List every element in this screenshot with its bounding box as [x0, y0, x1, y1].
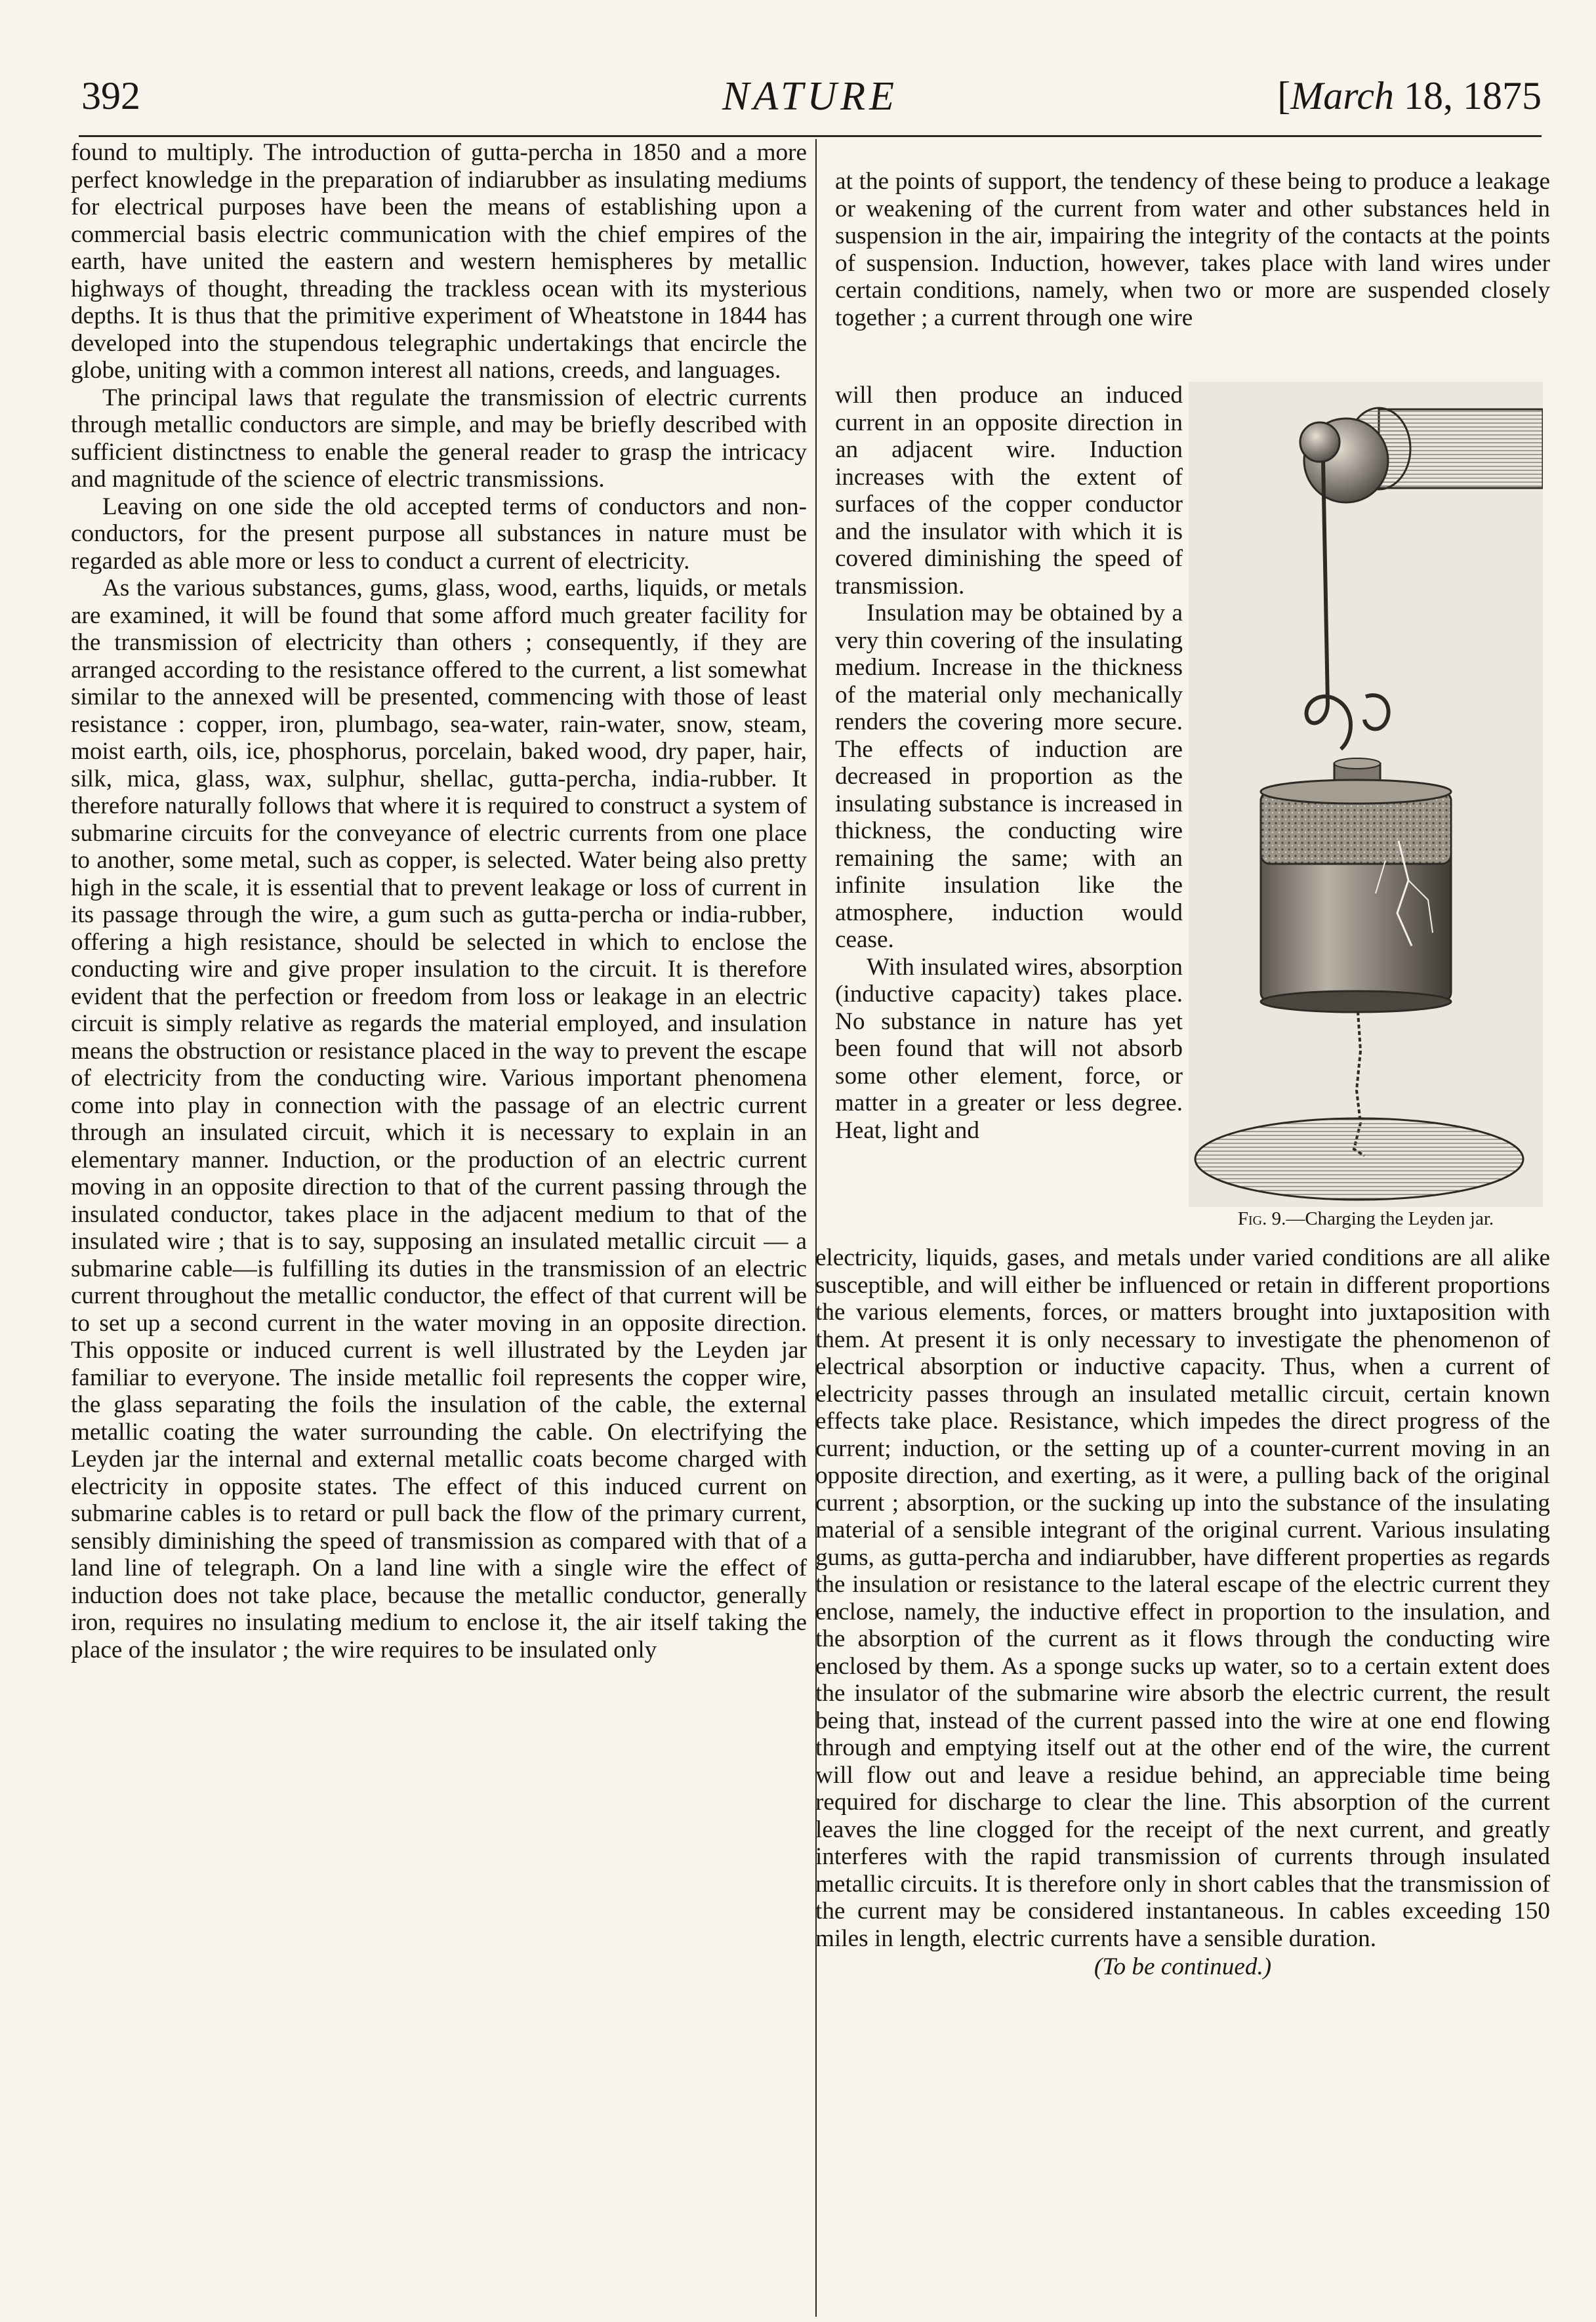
paragraph: at the points of support, the tendency of these being to produce a leakage or weakening of the current from water and other substances held in suspension in the air, impairing the integrity of the contacts at the points of suspension. Induction, however, takes place with land wires under certain conditions, namely, when two or more are suspended closely together ; a current through one wire — [835, 168, 1550, 331]
date-month: March — [1290, 74, 1394, 117]
paragraph: found to multiply. The introduction of gutta-percha in 1850 and a more perfect knowledge in the preparation of indiarubber as insulating mediums for electrical purposes have been the means of establishing upon a commercial basis electric communication with the chief empires of the earth, have united the eastern and western hemispheres by metallic highways of thought, threading the trackless ocean with its mysterious depths. It is thus that the primitive experiment of Wheatstone in 1844 has developed into the stupendous telegraphic undertakings that encircle the globe, uniting with a common interest all nations, creeds, and languages. — [71, 139, 807, 384]
prime-conductor — [1300, 408, 1543, 502]
figure-caption-text: —Charging the Leyden jar. — [1286, 1208, 1494, 1229]
header-rule — [79, 135, 1542, 137]
paragraph: electricity, liquids, gases, and metals under varied conditions are all alike susceptible, and will either be influenced or retain in different proportions the various elements, forces, or matters brought into juxtaposition with them. At present it is only necessary to investigate the phenomenon of electrical absorption or inductive capacity. Thus, when a current of electricity passes through an insulated metallic circuit, certain known effects take place. Resistance, which impedes the direct progress of the current; induction, or the setting up of a counter-current moving in an opposite direction, and exerting, as it were, a pulling back of the original current ; absorption, or the sucking up into the substance of the insulating material of a sensible integrant of the original current. Various insulating gums, as gutta-percha and indiarubber, have different properties as regards the insulation or resistance to the lateral escape of the electric current they enclose, namely, the inductive effect in proportion to the insulation, and the absorption of the current as it flows through the conducting wire enclosed by them. As a sponge sucks up water, so to a certain extent does the insulator of the submarine wire absorb the electric current, the result being that, instead of the current passed into the wire at one end flowing through and emptying itself out at the other end of the wire, the current will flow out and leave a residue behind, an appreciable time being required for discharge to clear the line. This absorption of the current leaves the line clogged for the receipt of the next current, and greatly interferes with the rapid transmission of currents through insulated metallic circuits. It is therefore only in short cables that the transmission of the current may be considered instantaneous. In cables exceeding 150 miles in length, electric currents have a sensible duration. — [815, 1244, 1550, 1952]
right-column-top — [835, 168, 1550, 331]
continued-notice: (To be continued.) — [1094, 1953, 1272, 1980]
right-column-wrap — [835, 382, 1183, 1144]
figure-caption — [1189, 1208, 1543, 1230]
paragraph: With insulated wires, absorption (inductive capacity) takes place. No substance in nature has yet been found that will not absorb some other element, force, or matter in a greater or less degree. Heat, light and — [835, 953, 1183, 1144]
journal-title: NATURE — [722, 74, 898, 119]
date-bracket: [ — [1277, 74, 1291, 117]
paragraph: will then produce an induced current in an opposite direction in an adjacent wire. Induction increases with the extent of surfaces of the copper conductor and the insulator with which it is covered diminishing the speed of transmission. — [835, 382, 1183, 600]
base-plate — [1195, 1118, 1523, 1200]
column-divider — [815, 139, 817, 2317]
leyden-jar-figure — [1189, 382, 1543, 1207]
page-number: 392 — [81, 74, 140, 117]
figure-label: Fig. 9. — [1237, 1208, 1286, 1229]
leyden-jar-illustration — [1189, 382, 1543, 1207]
paragraph: Leaving on one side the old accepted terms of conductors and non-conductors, for the present purpose all substances in nature must be regarded as able more or less to conduct a current of electricity. — [71, 493, 807, 575]
page-header — [79, 73, 1542, 126]
paragraph: As the various substances, gums, glass, wood, earths, liquids, or metals are examined, it will be found that some afford much greater facility for the transmission of electricity than others ; consequently, if they are arranged according to the resistance offered to the current, a list somewhat similar to the annexed will be presented, commencing with those of least resistance : copper, iron, plumbago, sea-water, rain-water, snow, steam, moist earth, oils, ice, phosphorus, porcelain, baked wood, dry paper, hair, silk, mica, glass, wax, sulphur, shellac, gutta-percha, india-rubber. It therefore naturally follows that where it is required to construct a system of submarine circuits for the conveyance of electric currents from one place to another, some metal, such as copper, is selected. Water being also pretty high in the scale, it is essential that to prevent leakage or loss of current in its passage through the wire, a gum such as gutta-percha or india-rubber, offering a high resistance, should be selected in which to enclose the conducting wire and give proper insulation to the circuit. It is therefore evident that the perfection or freedom from loss or leakage in an electric circuit is simply relative as regards the material employed, and insulation means the obstruction or resistance placed in the way to prevent the escape of electricity from the conducting wire. Various important phenomena come into play in connection with the passage of an electric current through an insulated circuit, which it is necessary to explain in an elementary manner. Induction, or the production of an electric current moving in an opposite direction to that of the current passing through the insulated conductor, takes place in the adjacent medium to that of the insulated wire ; that is to say, supposing an insulated metallic circuit — a submarine cable—is fulfilling its duties in the transmission of an electric current throughout the metallic conductor, the effect of that current will be to set up a second current in the water moving in an opposite direction. This opposite or induced current is well illustrated by the Leyden jar familiar to everyone. The inside metallic foil represents the copper wire, the glass separating the foils the insulation of the cable, the external metallic coating the water surrounding the cable. On electrifying the Leyden jar the internal and external metallic coats become charged with electricity in opposite states. The effect of this induced current on submarine cables is to retard or pull back the flow of the primary current, sensibly diminishing the speed of transmission as compared with that of a land line of telegraph. On a land line with a single wire the effect of induction does not take place, because the metallic conductor, generally iron, requires no insulating medium to enclose it, the air itself taking the place of the insulator ; the wire requires to be insulated only — [71, 575, 807, 1663]
right-column-bottom — [815, 1244, 1550, 1981]
paragraph: Insulation may be obtained by a very thin covering of the insulating medium. Increase in the thickness of the material only mechanically renders the covering more secure. The effects of induction are decreased in proportion as the insulating substance is increased in thickness, the conducting wire remaining the same; with an infinite insulation like the atmosphere, induction would cease. — [835, 600, 1183, 953]
left-column — [71, 139, 807, 1663]
date-day-year: 18, 1875 — [1394, 74, 1542, 117]
issue-date — [1277, 73, 1542, 119]
paragraph: The principal laws that regulate the transmission of electric currents through metallic conductors are simple, and may be briefly described with sufficient distinctness to enable the general reader to grasp the intricacy and magnitude of the science of electric transmissions. — [71, 384, 807, 493]
jar-body — [1261, 758, 1451, 1012]
